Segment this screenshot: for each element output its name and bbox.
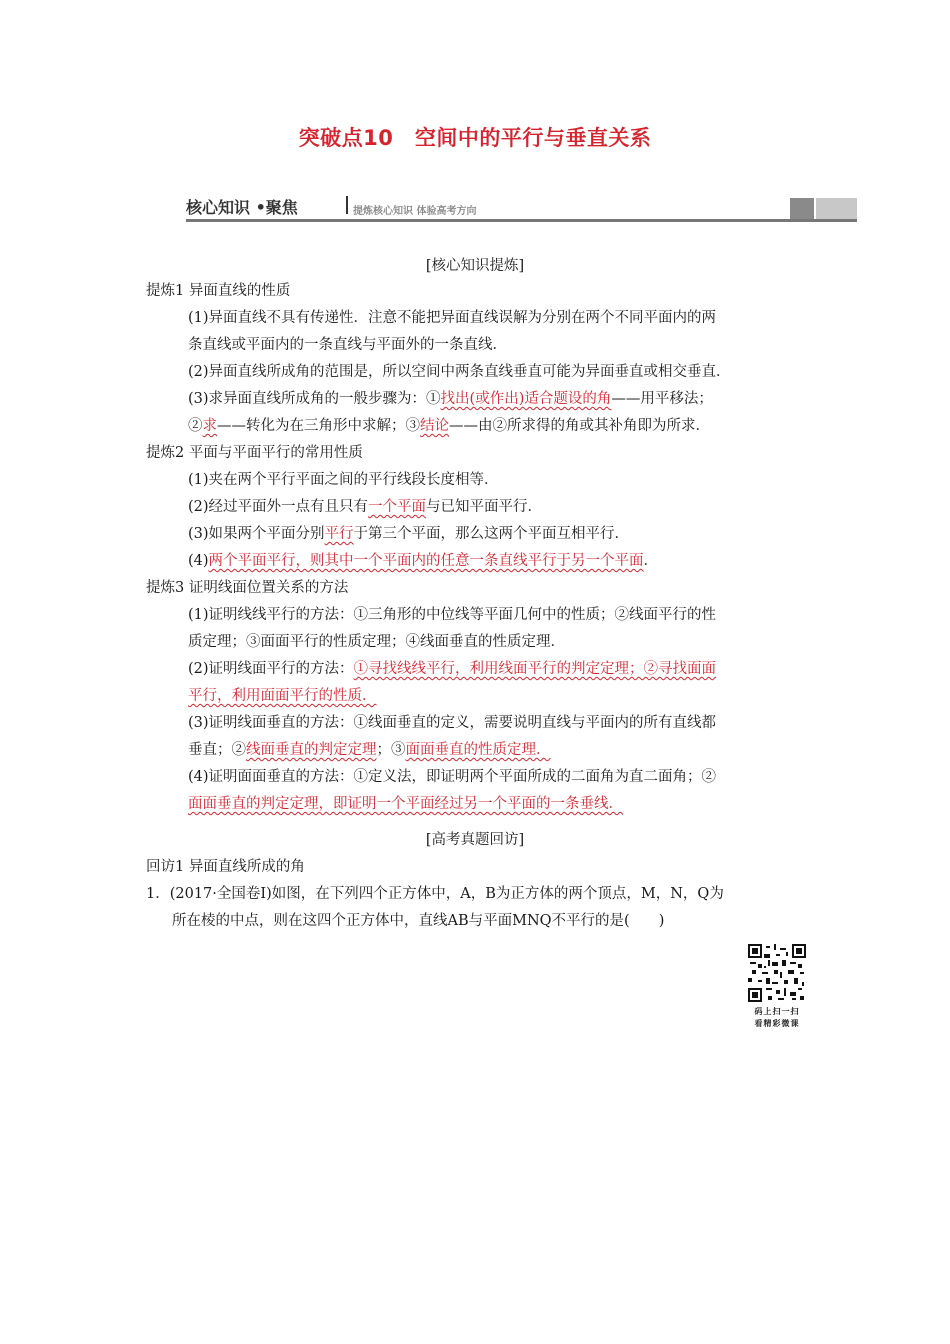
qr-code-icon [748, 944, 806, 1002]
text-segment: ② [188, 418, 203, 434]
text-segment: ． [643, 553, 659, 569]
text-line [188, 497, 542, 517]
question-line: 所在棱的中点，则在这四个正方体中，直线AB与平面MNQ不平行的是( ) [172, 913, 665, 929]
section-banner [186, 193, 857, 223]
text-segment: 垂直；② [188, 742, 246, 758]
text-segment: ——用平移法； [611, 391, 713, 407]
point-heading: 提炼3 证明线面位置关系的方法 [146, 580, 349, 596]
text-line [188, 416, 710, 436]
text-segment: (4) [188, 553, 209, 569]
text-segment: ——转化为在三角形中求解；③ [217, 418, 420, 434]
text-line: (1)证明线线平行的方法：①三角形的中位线等平面几何中的性质；②线面平行的性 [188, 607, 717, 623]
question-line: 1．(2017·全国卷Ⅰ)如图，在下列四个正方体中，A，B为正方体的两个顶点，M，N，Q为 [146, 886, 724, 902]
text-segment: (3)求异面直线所成角的一般步骤为：① [188, 391, 441, 407]
fill-answer: 平行 [324, 526, 354, 542]
text-line: 条直线或平面内的一条直线与平面外的一条直线． [188, 337, 507, 353]
review-heading: 回访1 异面直线所成的角 [146, 859, 305, 875]
fill-answer: 求 [202, 418, 217, 434]
text-line [188, 740, 551, 760]
fill-answer: 找出(或作出)适合题设的角 [440, 391, 612, 407]
text-segment: 于第三个平面，那么这两个平面互相平行． [353, 526, 630, 542]
point-heading: 提炼2 平面与平面平行的常用性质 [146, 445, 363, 461]
text-segment: (2)经过平面外一点有且只有 [188, 499, 369, 515]
fill-answer: 线面垂直的判定定理 [246, 742, 377, 758]
section-header: [高考真题回访] [425, 832, 525, 848]
text-line [188, 659, 716, 679]
fill-answer: 面面垂直的判定定理，即证明一个平面经过另一个平面的一条垂线． [188, 796, 623, 812]
text-line: (4)证明面面垂直的方法：①定义法，即证明两个平面所成的二面角为直二面角；② [188, 769, 717, 785]
fill-answer: 面面垂直的性质定理． [405, 742, 551, 758]
qr-caption: 看精彩微课 [754, 1019, 800, 1028]
text-line [188, 794, 623, 814]
banner-underline [186, 219, 857, 222]
text-line [188, 551, 658, 571]
qr-caption: 码上扫一扫 [754, 1007, 800, 1016]
text-segment: (3)如果两个平面分别 [188, 526, 325, 542]
fill-answer: ①寻找线线平行，利用线面平行的判定定理；②寻找面面 [353, 661, 717, 677]
banner-title: 核心知识 •聚焦 [186, 198, 298, 217]
point-heading: 提炼1 异面直线的性质 [146, 283, 291, 299]
banner-decor-light [816, 198, 857, 219]
text-segment: ；③ [376, 742, 406, 758]
fill-answer: 一个平面 [368, 499, 427, 515]
text-line: 质定理；③面面平行的性质定理；④线面垂直的性质定理． [188, 634, 565, 650]
text-line [188, 686, 377, 706]
section-header: [核心知识提炼] [425, 258, 525, 274]
text-segment: 与已知平面平行． [426, 499, 543, 515]
fill-answer: 平行，利用面面平行的性质． [188, 688, 377, 704]
text-line: (3)证明线面垂直的方法：①线面垂直的定义，需要说明直线与平面内的所有直线都 [188, 715, 717, 731]
text-line: (1)异面直线不具有传递性．注意不能把异面直线误解为分别在两个不同平面内的两 [188, 310, 717, 326]
fill-answer: 两个平面平行，则其中一个平面内的任意一条直线平行于另一个平面 [208, 553, 644, 569]
banner-subtitle: 提炼核心知识 体验高考方向 [353, 206, 477, 217]
text-segment: ——由②所求得的角或其补角即为所求． [449, 418, 710, 434]
page-title: 突破点10 空间中的平行与垂直关系 [298, 126, 652, 150]
text-line [188, 389, 713, 409]
banner-divider [346, 196, 348, 214]
fill-answer: 结论 [420, 418, 449, 434]
text-line: (1)夹在两个平行平面之间的平行线段长度相等． [188, 472, 499, 488]
text-segment: (2)证明线面平行的方法： [188, 661, 354, 677]
text-line [188, 524, 629, 544]
banner-decor-dark [790, 198, 814, 219]
text-line: (2)异面直线所成角的范围是，所以空间中两条直线垂直可能为异面垂直或相交垂直． [188, 364, 731, 380]
